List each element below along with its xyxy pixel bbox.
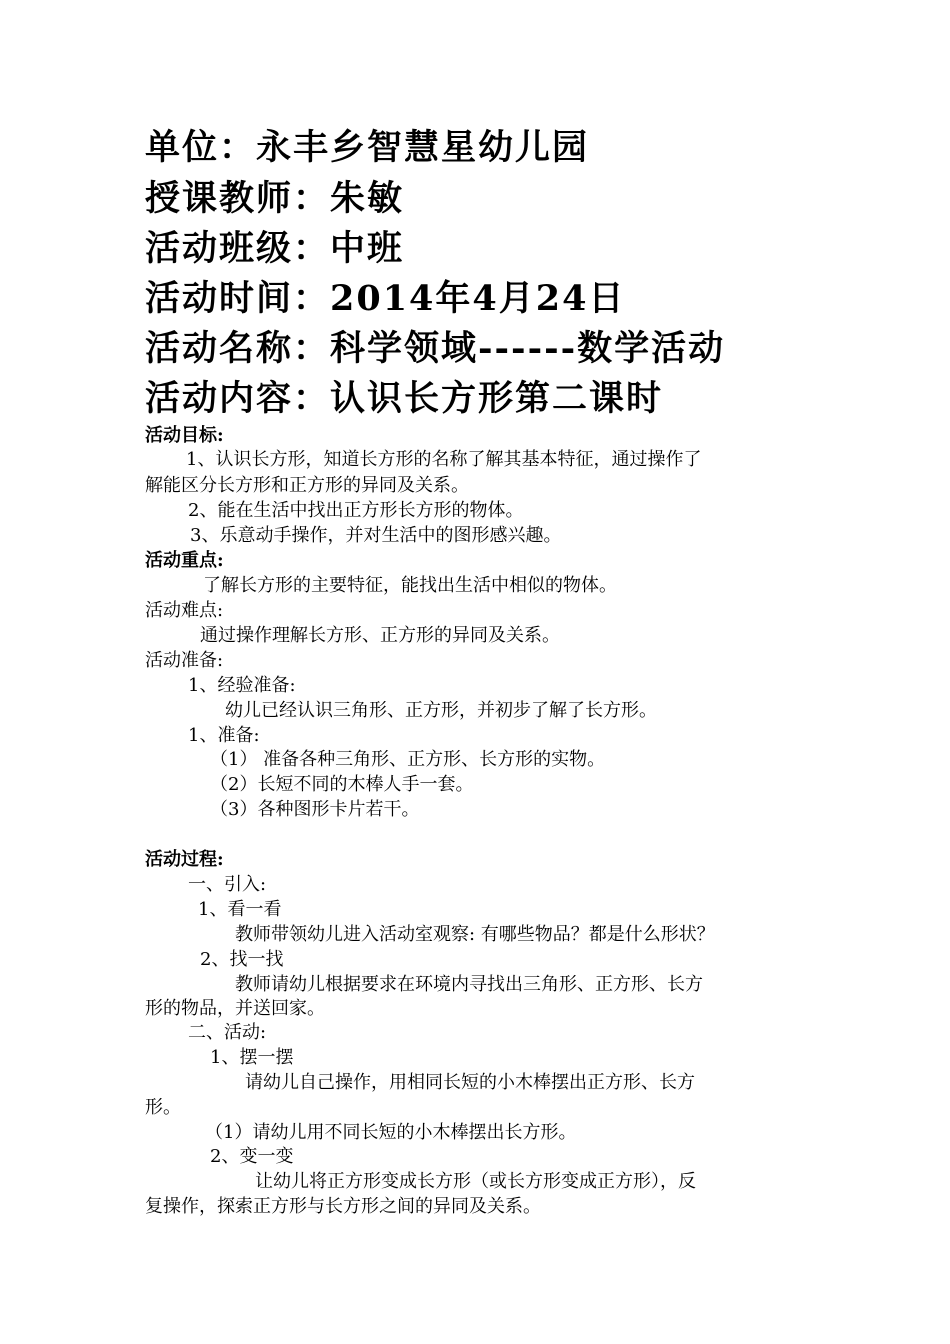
class-line: 活动班级：中班 bbox=[145, 228, 405, 269]
process-line: 让幼儿将正方形变成长方形（或长方形变成正方形），反 bbox=[255, 1171, 696, 1192]
difficulty-heading: 活动难点: bbox=[145, 600, 224, 621]
process-line: 一、引入: bbox=[188, 874, 267, 895]
preparation-heading: 活动准备: bbox=[145, 650, 224, 671]
difficulty-text: 通过操作理解长方形、正方形的异同及关系。 bbox=[200, 625, 560, 646]
process-line: 1、看一看 bbox=[198, 899, 282, 920]
goals-heading: 活动目标: bbox=[145, 425, 224, 446]
process-line: 复操作，探索正方形与长方形之间的异同及关系。 bbox=[145, 1196, 541, 1217]
goal-item: 1、认识长方形，知道长方形的名称了解其基本特征，通过操作了 bbox=[186, 449, 702, 470]
process-line: 教师带领幼儿进入活动室观察: 有哪些物品？都是什么形状？ bbox=[235, 924, 715, 945]
key-point-heading: 活动重点: bbox=[145, 550, 224, 571]
preparation-line: （3）各种图形卡片若干。 bbox=[210, 799, 420, 820]
process-line: 1、摆一摆 bbox=[210, 1047, 294, 1068]
preparation-line: （2）长短不同的木棒人手一套。 bbox=[210, 774, 474, 795]
goal-item: 2、能在生活中找出正方形长方形的物体。 bbox=[188, 500, 524, 521]
preparation-line: 幼儿已经认识三角形、正方形，并初步了解了长方形。 bbox=[225, 700, 657, 721]
preparation-line: 1、准备: bbox=[188, 725, 260, 746]
key-point-text: 了解长方形的主要特征，能找出生活中相似的物体。 bbox=[203, 575, 617, 596]
teacher-line: 授课教师：朱敏 bbox=[145, 178, 405, 219]
goal-item: 解能区分长方形和正方形的异同及关系。 bbox=[145, 475, 469, 496]
process-line: 教师请幼儿根据要求在环境内寻找出三角形、正方形、长方 bbox=[235, 974, 703, 995]
activity-content-line: 活动内容：认识长方形第二课时 bbox=[145, 378, 664, 419]
activity-name-line: 活动名称：科学领域------数学活动 bbox=[145, 328, 726, 369]
time-line: 活动时间：2014年4月24日 bbox=[145, 278, 626, 319]
process-line: 形。 bbox=[145, 1097, 181, 1118]
preparation-line: 1、经验准备: bbox=[188, 675, 296, 696]
process-line: 形的物品，并送回家。 bbox=[145, 998, 325, 1019]
preparation-line: （1） 准备各种三角形、正方形、长方形的实物。 bbox=[210, 749, 606, 770]
process-heading: 活动过程: bbox=[145, 849, 224, 870]
process-line: 2、找一找 bbox=[200, 949, 284, 970]
unit-line: 单位：永丰乡智慧星幼儿园 bbox=[145, 127, 590, 168]
process-line: （1）请幼儿用不同长短的小木棒摆出长方形。 bbox=[205, 1122, 577, 1143]
process-line: 请幼儿自己操作，用相同长短的小木棒摆出正方形、长方 bbox=[245, 1072, 695, 1093]
goal-item: 3、乐意动手操作，并对生活中的图形感兴趣。 bbox=[190, 525, 562, 546]
process-line: 2、变一变 bbox=[210, 1146, 294, 1167]
process-line: 二、活动: bbox=[188, 1022, 267, 1043]
